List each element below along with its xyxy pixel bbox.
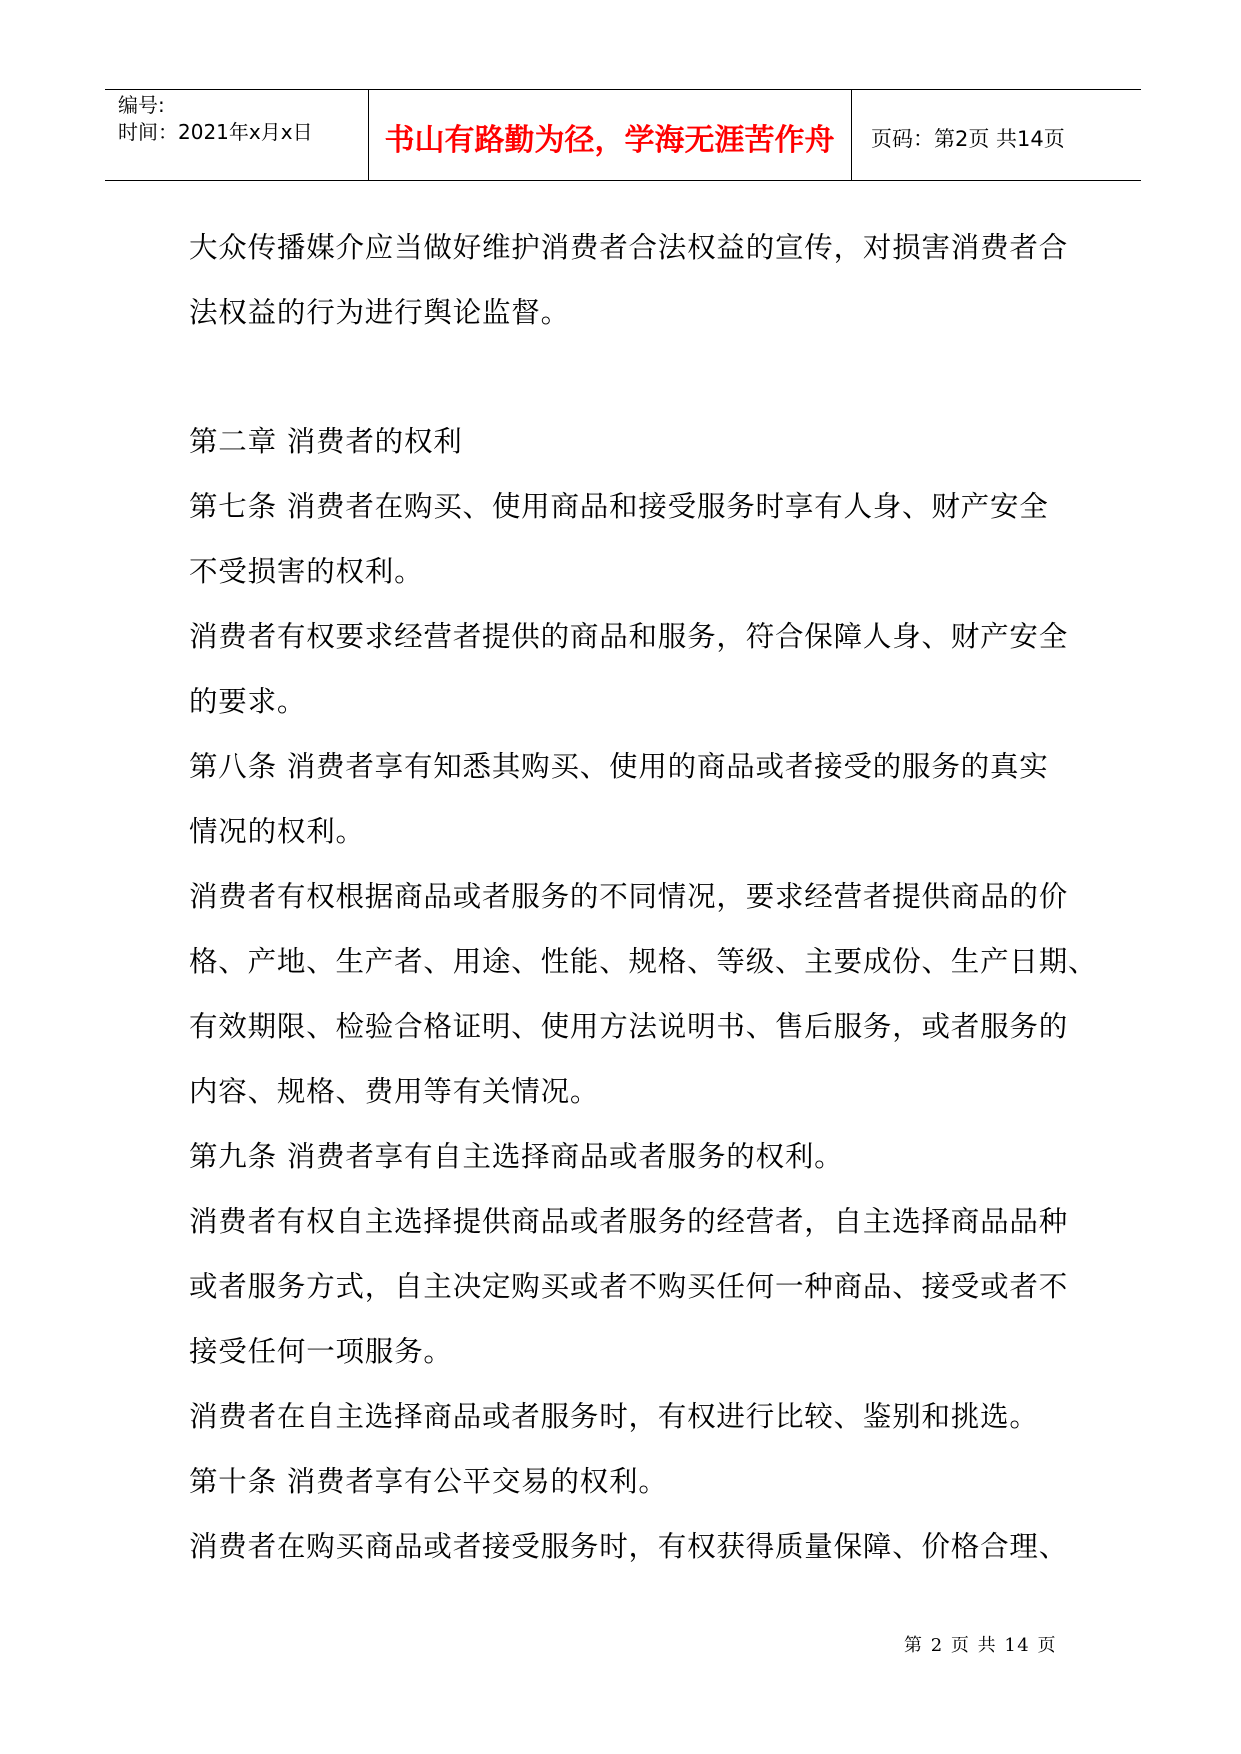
text-line: 第九条 消费者享有自主选择商品或者服务的权利。 bbox=[189, 1140, 844, 1173]
text-line: 消费者有权根据商品或者服务的不同情况，要求经营者提供商品的价 bbox=[189, 880, 1069, 913]
text-line: 消费者有权自主选择提供商品或者服务的经营者，自主选择商品品种 bbox=[189, 1205, 1069, 1238]
text-line: 或者服务方式，自主决定购买或者不购买任何一种商品、接受或者不 bbox=[189, 1270, 1069, 1303]
text-line: 情况的权利。 bbox=[189, 815, 365, 848]
text-line: 第七条 消费者在购买、使用商品和接受服务时享有人身、财产安全 bbox=[189, 490, 1049, 523]
chapter-heading: 第二章 消费者的权利 bbox=[189, 425, 463, 458]
text-line: 大众传播媒介应当做好维护消费者合法权益的宣传，对损害消费者合 bbox=[189, 231, 1069, 264]
page-footer: 第 2 页 共 14 页 bbox=[904, 1635, 1057, 1656]
header-divider bbox=[851, 90, 852, 180]
text-line: 有效期限、检验合格证明、使用方法说明书、售后服务，或者服务的 bbox=[189, 1010, 1069, 1043]
document-body bbox=[189, 215, 1098, 1579]
number-label: 编号: bbox=[118, 93, 165, 117]
time-label: 时间：2021年x月x日 bbox=[118, 120, 313, 144]
text-line: 的要求。 bbox=[189, 685, 307, 718]
header-meta bbox=[118, 92, 313, 146]
text-line: 格、产地、生产者、用途、性能、规格、等级、主要成份、生产日期、 bbox=[189, 945, 1098, 978]
blank-line bbox=[189, 345, 1069, 409]
text-line: 内容、规格、费用等有关情况。 bbox=[189, 1075, 600, 1108]
header-motto: 书山有路勤为径，学海无涯苦作舟 bbox=[384, 123, 835, 158]
text-line: 消费者在自主选择商品或者服务时，有权进行比较、鉴别和挑选。 bbox=[189, 1400, 1039, 1433]
text-line: 消费者在购买商品或者接受服务时，有权获得质量保障、价格合理、 bbox=[189, 1530, 1069, 1563]
text-line: 接受任何一项服务。 bbox=[189, 1335, 453, 1368]
text-line: 不受损害的权利。 bbox=[189, 555, 424, 588]
text-line: 第八条 消费者享有知悉其购买、使用的商品或者接受的服务的真实 bbox=[189, 750, 1049, 783]
header-page-info: 页码：第2页 共14页 bbox=[871, 126, 1065, 151]
text-line: 第十条 消费者享有公平交易的权利。 bbox=[189, 1465, 668, 1498]
text-line: 消费者有权要求经营者提供的商品和服务，符合保障人身、财产安全 bbox=[189, 620, 1069, 653]
text-line: 法权益的行为进行舆论监督。 bbox=[189, 296, 570, 329]
page-header bbox=[105, 89, 1141, 181]
